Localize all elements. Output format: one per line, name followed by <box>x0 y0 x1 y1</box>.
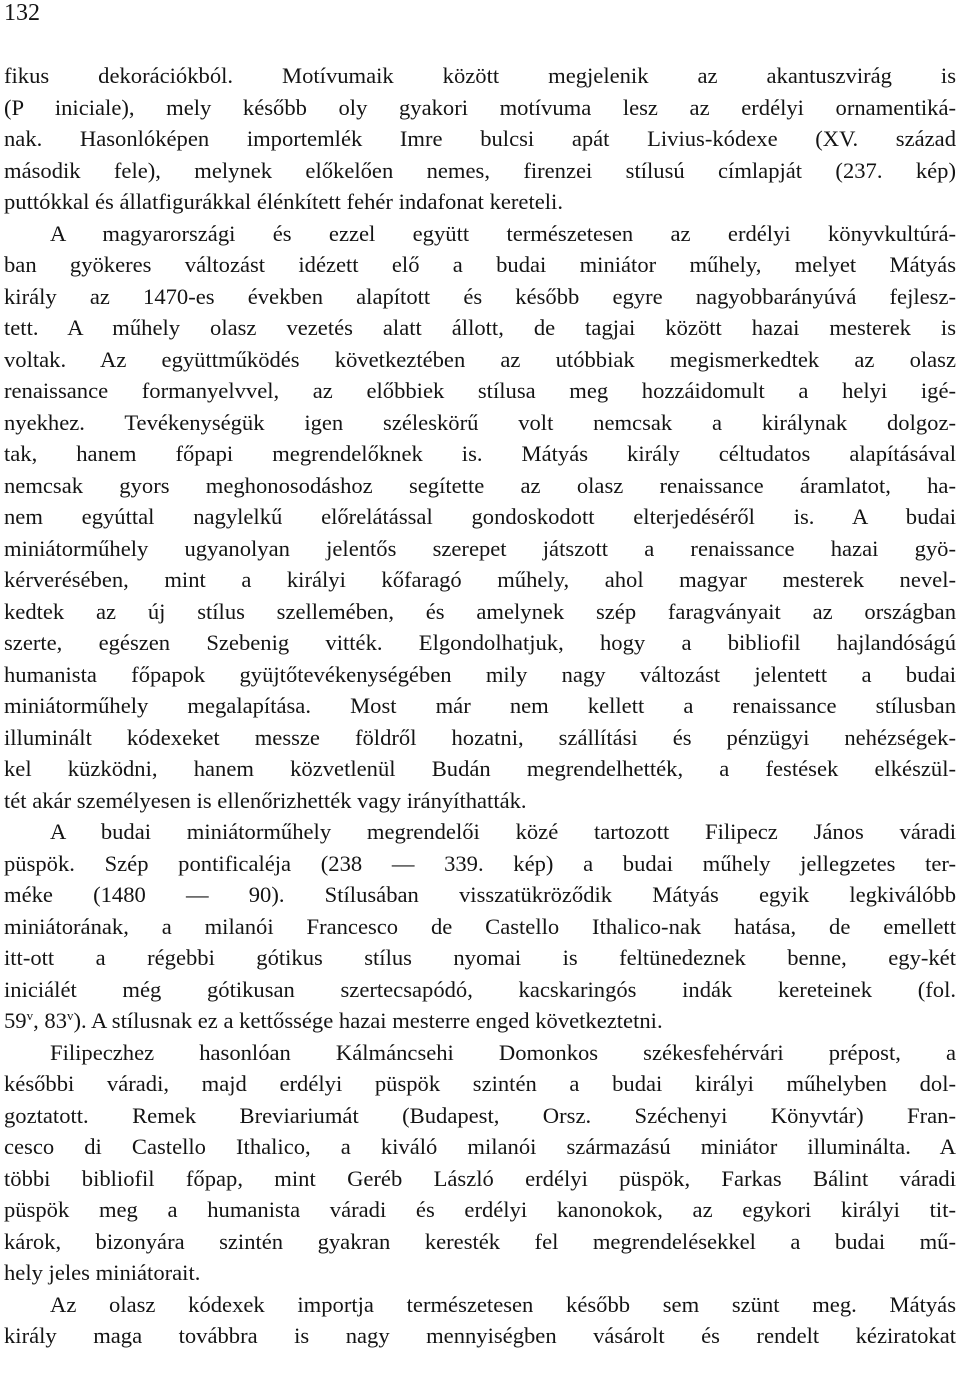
text-line: (P iniciale), mely később oly gyakori motívuma lesz az erdélyi ornamentiká- <box>4 94 956 120</box>
text-line: fikus dekorációkból. Motívumaik között megjelenik az akantuszvirág is <box>4 63 956 88</box>
text-line: tett. A műhely olasz vezetés alatt állott, de tagjai között hazai mesterek is <box>4 315 956 340</box>
text-line: nemcsak gyors meghonosodáshoz segítette az olasz renaissance áramlatot, ha- <box>4 472 956 498</box>
text-line: nem egyúttal nagylelkű előrelátással gondoskodott elterjedéséről is. A budai <box>4 504 956 529</box>
page-number: 132 <box>4 0 40 26</box>
text-fragment: ). A stílusnak ez a kettőssége hazai mesterre enged következtetni. <box>73 1008 663 1033</box>
text-line: többi bibliofil főpap, mint Geréb László erdélyi püspök, Farkas Bálint váradi <box>4 1165 956 1191</box>
text-line: király az 1470-es években alapított és később egyre nagyobbarányúvá fejlesz- <box>4 283 956 309</box>
text-line: illuminált kódexeket messze földről hozatni, szállítási és pénzügyi nehézségek- <box>4 724 956 750</box>
text-line: károk, bizonyára szintén gyakran keresték fel megrendelésekkel a budai mű- <box>4 1228 956 1254</box>
text-line: goztatott. Remek Breviariumát (Budapest, Orsz. Széchenyi Könyvtár) Fran- <box>4 1102 956 1128</box>
text-line: kedtek az új stílus szellemében, és amelynek szép faragványait az országban <box>4 598 956 624</box>
text-line: tét akár személyesen is ellenőrizhették vagy irányíthatták. <box>4 787 527 813</box>
text-line: második fele), melynek előkelően nemes, firenzei stílusú címlapját (237. kép) <box>4 157 956 183</box>
text-fragment: 59 <box>4 1008 27 1033</box>
text-line: tak, hanem főpapi megrendelőknek is. Mátyás király céltudatos alapításával <box>4 441 956 466</box>
text-line: kel küzködni, hanem közvetlenül Budán megrendelhették, a festések elkészül- <box>4 756 956 781</box>
text-line: puttókkal és állatfigurákkal élénkített fehér indafonat kereteli. <box>4 189 563 214</box>
text-line: cesco di Castello Ithalico, a kiváló milanói származású miniátor illuminálta. A <box>4 1134 956 1159</box>
text-line: ban gyökeres változást idézett elő a budai miniátor műhely, melyet Mátyás <box>4 252 956 277</box>
text-line: miniátorának, a milanói Francesco de Castello Ithalico-nak hatása, de emellett <box>4 913 956 939</box>
text-fragment: , 83 <box>33 1008 67 1033</box>
body-text <box>4 60 956 1352</box>
text-line: püspök. Szép pontificaléja (238 — 339. kép) a budai műhely jellegzetes ter- <box>4 850 956 876</box>
text-line: méke (1480 — 90). Stílusában visszatükröződik Mátyás egyik legkiválóbb <box>4 882 956 907</box>
text-line: voltak. Az együttműködés következtében az utóbbiak megismerkedtek az olasz <box>4 346 956 372</box>
superscript-verso: v <box>26 1008 34 1023</box>
text-line: szerte, egészen Szebenig vitték. Elgondolhatjuk, hogy a bibliofil hajlandóságú <box>4 630 956 655</box>
text-line: hely jeles miniátorait. <box>4 1260 201 1285</box>
text-line: nyekhez. Tevékenységük igen széleskörű volt nemcsak a királynak dolgoz- <box>4 409 956 435</box>
text-line: itt-ott a régebbi gótikus stílus nyomai is feltünedeznek benne, egy-két <box>4 945 956 970</box>
text-line: király maga továbbra is nagy mennyiségben vásárolt és rendelt kéziratokat <box>4 1323 956 1348</box>
text-line: A budai miniátorműhely megrendelői közé tartozott Filipecz János váradi <box>50 819 956 844</box>
text-line: renaissance formanyelvvel, az előbbiek stílusa meg hozzáidomult a helyi igé- <box>4 378 956 403</box>
text-line: kérverésében, mint a királyi kőfaragó műhely, ahol magyar mesterek nevel- <box>4 567 956 592</box>
text-line: A magyarországi és ezzel együtt természetesen az erdélyi könyvkultúrá- <box>50 220 956 246</box>
text-line: későbbi váradi, majd erdélyi püspök szintén a budai királyi műhelyben dol- <box>4 1071 956 1096</box>
text-line: püspök meg a humanista váradi és erdélyi kanonokok, az egykori királyi tit- <box>4 1197 956 1222</box>
text-line: iniciálét még gótikusan szertecsapódó, kacskaringós indák kereteinek (fol. <box>4 976 956 1002</box>
text-line: Filipeczhez hasonlóan Kálmáncsehi Domonkos székesfehérvári prépost, a <box>50 1039 956 1065</box>
text-line <box>4 1005 956 1037</box>
text-line: Az olasz kódexek importja természetesen később sem szünt meg. Mátyás <box>50 1291 956 1317</box>
superscript-verso: v <box>66 1008 74 1023</box>
text-line: humanista főpapok gyüjtőtevékenységében mily nagy változást jelentett a budai <box>4 661 956 687</box>
text-line: nak. Hasonlóképen importemlék Imre bulcsi apát Livius-kódexe (XV. század <box>4 126 956 151</box>
text-line: miniátorműhely ugyanolyan jelentős szerepet játszott a renaissance hazai gyö- <box>4 535 956 561</box>
text-line: miniátorműhely megalapítása. Most már nem kellett a renaissance stílusban <box>4 693 956 718</box>
